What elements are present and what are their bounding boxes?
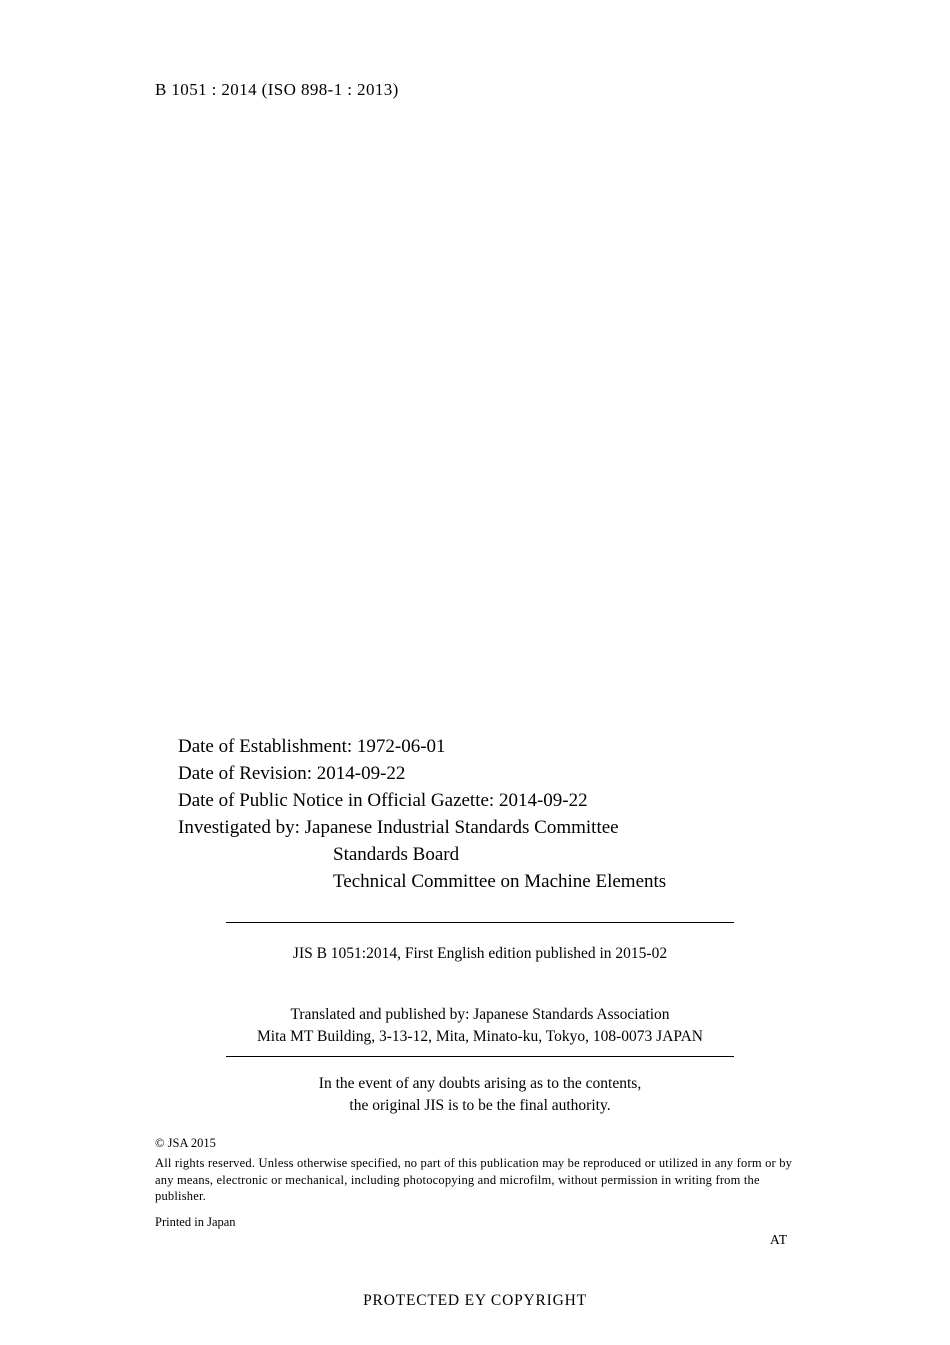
date-of-establishment: Date of Establishment: 1972-06-01 <box>178 736 446 757</box>
disclaimer-line-2: the original JIS is to be the final authority. <box>349 1097 611 1114</box>
divider-top <box>226 922 734 923</box>
publication-metadata <box>178 733 666 895</box>
publisher-info <box>196 1004 764 1048</box>
footer-protected-by-copyright: PROTECTED EY COPYRIGHT <box>363 1292 587 1309</box>
disclaimer-line-1: In the event of any doubts arising as to the contents, <box>318 1075 642 1092</box>
edition-note: JIS B 1051:2014, First English edition published in 2015-02 <box>292 945 668 962</box>
date-of-public-notice: Date of Public Notice in Official Gazette: 2014-09-22 <box>178 790 588 811</box>
date-of-revision: Date of Revision: 2014-09-22 <box>178 763 406 784</box>
disclaimer <box>226 1073 734 1117</box>
publisher-address: Mita MT Building, 3-13-12, Mita, Minato-ku, Tokyo, 108-0073 JAPAN <box>257 1028 703 1045</box>
publisher-name: Translated and published by: Japanese Standards Association <box>290 1006 670 1023</box>
copyright-notice: © JSA 2015 <box>155 1136 216 1150</box>
investigated-by: Investigated by: Japanese Industrial Standards Committee <box>178 817 619 838</box>
investigated-by-technical-committee: Technical Committee on Machine Elements <box>333 871 667 892</box>
investigated-by-standards-board: Standards Board <box>333 844 460 865</box>
divider-bottom <box>226 1056 734 1057</box>
standard-code-header: B 1051 : 2014 (ISO 898-1 : 2013) <box>155 80 399 99</box>
rights-reserved-text: All rights reserved. Unless otherwise specified, no part of this publication may be reproduced or utilized in any form or by any means, electronic or mechanical, including photocopying and microfilm, without permission in writing from the publisher. <box>155 1156 793 1203</box>
page-mark: AT <box>770 1232 788 1247</box>
printed-in-japan: Printed in Japan <box>155 1215 236 1229</box>
